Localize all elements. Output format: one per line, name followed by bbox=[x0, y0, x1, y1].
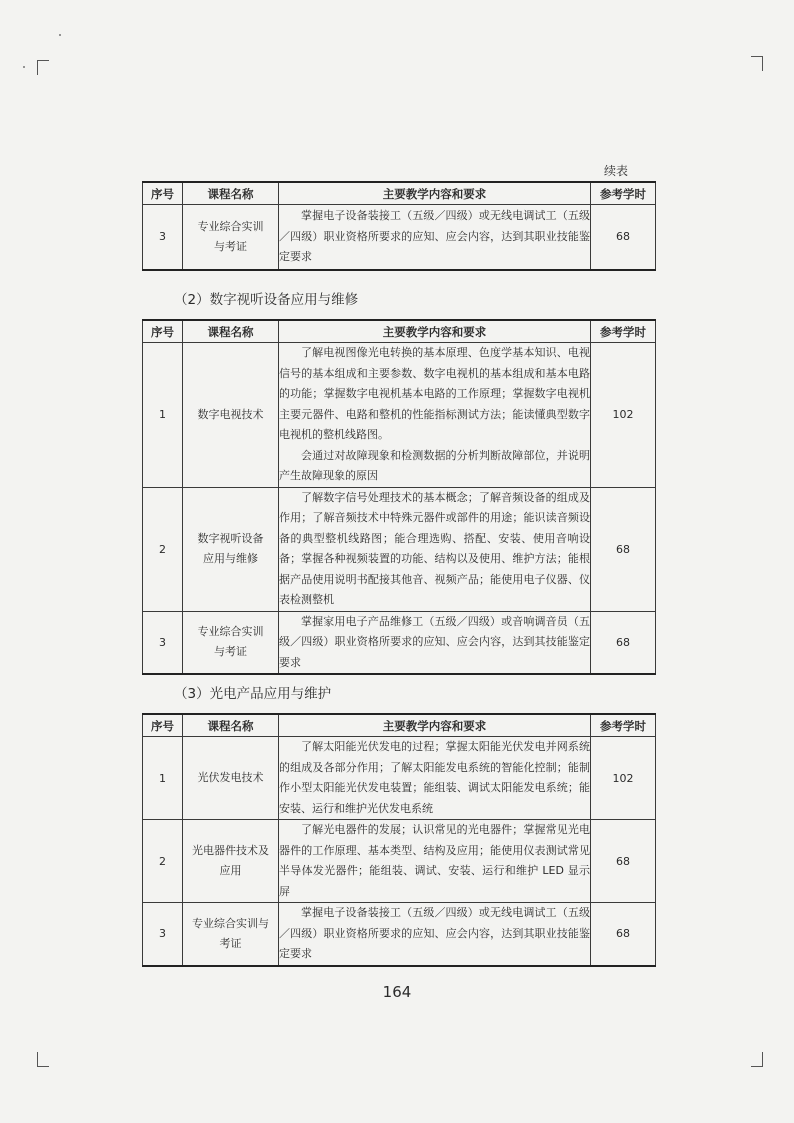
table-row bbox=[143, 903, 656, 966]
row-no: 3 bbox=[143, 903, 183, 966]
table-row bbox=[143, 737, 656, 820]
row-name: 数字电视技术 bbox=[183, 343, 279, 488]
section-title: （3）光电产品应用与维护 bbox=[174, 686, 332, 702]
row-content: 了解光电器件的发展；认识常见的光电器件；掌握常见光电器件的工作原理、基本类型、结构及应用；能使用仪表测试常见半导体发光器件；能组装、调试、安装、运行和维护 LED 显示屏 bbox=[279, 820, 591, 903]
continued-label: 续表 bbox=[604, 164, 629, 178]
crop-mark-bottom-left bbox=[37, 1052, 49, 1067]
table-header-row bbox=[143, 320, 656, 343]
row-hours: 68 bbox=[591, 903, 656, 966]
table-header-row bbox=[143, 182, 656, 205]
row-hours: 68 bbox=[591, 205, 656, 270]
header-content: 主要教学内容和要求 bbox=[279, 182, 591, 205]
header-name: 课程名称 bbox=[183, 320, 279, 343]
page-number: 164 bbox=[382, 983, 412, 1001]
row-name: 光电器件技术及 应用 bbox=[183, 820, 279, 903]
table-row bbox=[143, 343, 656, 488]
header-content: 主要教学内容和要求 bbox=[279, 320, 591, 343]
table-row bbox=[143, 205, 656, 270]
table-header-row bbox=[143, 714, 656, 737]
course-table-digital-av bbox=[142, 319, 656, 675]
row-content: 掌握电子设备装接工（五级／四级）或无线电调试工（五级／四级）职业资格所要求的应知、应会内容，达到其职业技能鉴定要求 bbox=[279, 205, 591, 270]
row-hours: 68 bbox=[591, 487, 656, 611]
table-row bbox=[143, 820, 656, 903]
row-name: 专业综合实训与 考证 bbox=[183, 903, 279, 966]
crop-mark-bottom-right bbox=[751, 1052, 763, 1067]
row-hours: 102 bbox=[591, 737, 656, 820]
row-name: 专业综合实训 与考证 bbox=[183, 611, 279, 674]
row-content: 掌握家用电子产品维修工（五级／四级）或音响调音员（五级／四级）职业资格所要求的应知、应会内容，达到其技能鉴定要求 bbox=[279, 611, 591, 674]
header-content: 主要教学内容和要求 bbox=[279, 714, 591, 737]
header-hours: 参考学时 bbox=[591, 182, 656, 205]
crop-mark-top-right bbox=[751, 56, 763, 71]
row-content: 了解电视图像光电转换的基本原理、色度学基本知识、电视信号的基本组成和主要参数、数字电视机的基本组成和基本电路的功能；掌握数字电视机基本电路的工作原理；掌握数字电视机主要元器件、电路和整机的性能指标测试方法；能读懂典型数字电视机的整机线路图。 会通过对故障现象和检测数据的分析判断故障部位，并说明产生故障现象的原因 bbox=[279, 343, 591, 488]
header-no: 序号 bbox=[143, 714, 183, 737]
row-name: 光伏发电技术 bbox=[183, 737, 279, 820]
speck bbox=[23, 66, 25, 68]
speck bbox=[59, 34, 61, 36]
course-table-optoelectronics bbox=[142, 713, 656, 967]
row-name: 数字视听设备 应用与维修 bbox=[183, 487, 279, 611]
row-content: 了解数字信号处理技术的基本概念；了解音频设备的组成及作用；了解音频技术中特殊元器件或部件的用途；能识读音频设备的典型整机线路图；能合理选购、搭配、安装、使用音响设备；掌握各种视频装置的功能、结构以及使用、维护方法；能根据产品使用说明书配接其他音、视频产品；能使用电子仪器、仪表检测整机 bbox=[279, 487, 591, 611]
header-no: 序号 bbox=[143, 182, 183, 205]
row-content: 掌握电子设备装接工（五级／四级）或无线电调试工（五级／四级）职业资格所要求的应知、应会内容，达到其职业技能鉴定要求 bbox=[279, 903, 591, 966]
row-no: 1 bbox=[143, 343, 183, 488]
row-hours: 102 bbox=[591, 343, 656, 488]
row-hours: 68 bbox=[591, 820, 656, 903]
row-no: 3 bbox=[143, 205, 183, 270]
crop-mark-top-left bbox=[37, 60, 49, 75]
header-hours: 参考学时 bbox=[591, 714, 656, 737]
table-row bbox=[143, 611, 656, 674]
header-no: 序号 bbox=[143, 320, 183, 343]
row-no: 2 bbox=[143, 487, 183, 611]
header-hours: 参考学时 bbox=[591, 320, 656, 343]
section-title: （2）数字视听设备应用与维修 bbox=[174, 292, 359, 308]
row-no: 2 bbox=[143, 820, 183, 903]
row-content: 了解太阳能光伏发电的过程；掌握太阳能光伏发电并网系统的组成及各部分作用；了解太阳能发电系统的智能化控制；能制作小型太阳能光伏发电装置；能组装、调试太阳能发电系统；能安装、运行和维护光伏发电系统 bbox=[279, 737, 591, 820]
course-table-continued bbox=[142, 181, 656, 271]
header-name: 课程名称 bbox=[183, 714, 279, 737]
row-no: 3 bbox=[143, 611, 183, 674]
row-no: 1 bbox=[143, 737, 183, 820]
header-name: 课程名称 bbox=[183, 182, 279, 205]
row-hours: 68 bbox=[591, 611, 656, 674]
row-name: 专业综合实训 与考证 bbox=[183, 205, 279, 270]
table-row bbox=[143, 487, 656, 611]
